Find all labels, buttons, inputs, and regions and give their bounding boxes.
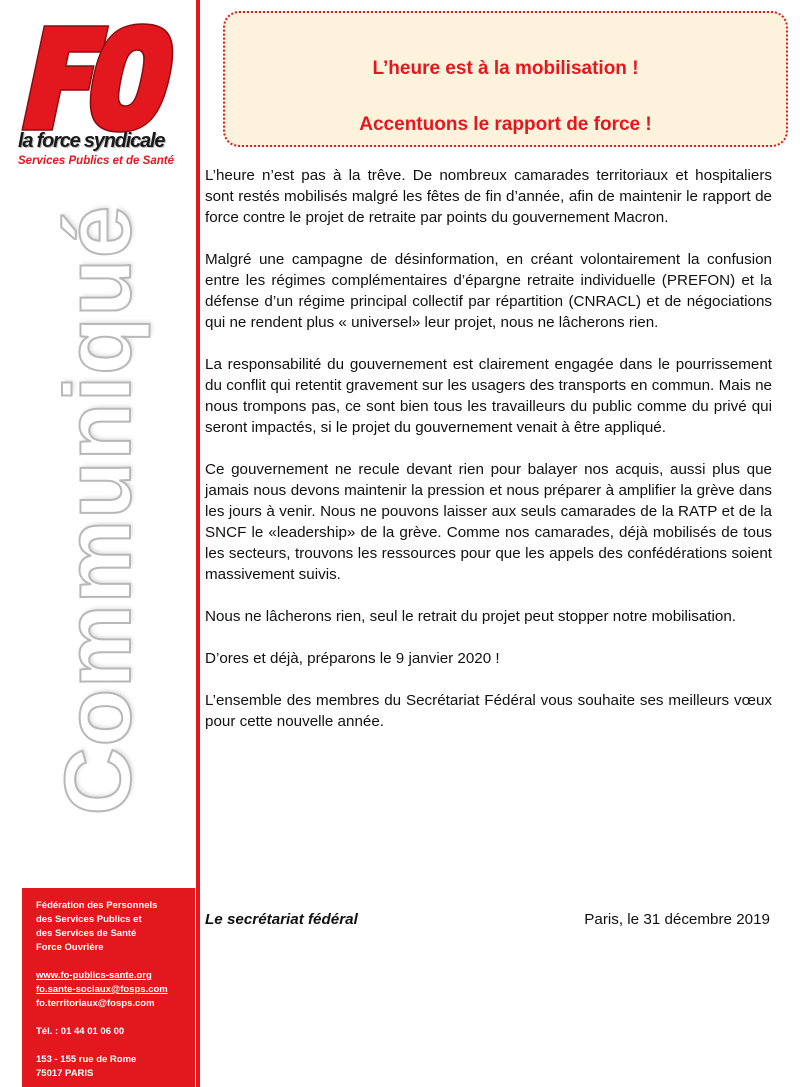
fo-logo [18, 18, 188, 188]
contact-box [22, 888, 195, 1087]
website-link[interactable]: www.fo-publics-sante.org [36, 970, 152, 981]
headline-2: Accentuons le rapport de force ! [359, 114, 652, 135]
paragraph: L’ensemble des membres du Secrétariat Fédéral vous souhaite ses meilleurs vœux pour cette nouvelle année. [205, 692, 772, 730]
paragraph: L’heure n’est pas à la trêve. De nombreux camarades territoriaux et hospitaliers sont restés mobilisés malgré les fêtes de fin d’année, afin de maintenir le rapport de force contre le projet de retraite par points du gouvernement Macron. [205, 167, 772, 226]
address-line: 75017 PARIS [36, 1068, 94, 1079]
org-line: des Services Publics et [36, 914, 142, 925]
paragraph: Nous ne lâcherons rien, seul le retrait du projet peut stopper notre mobilisation. [205, 608, 737, 625]
org-line: Force Ouvrière [36, 942, 104, 953]
paragraph: Malgré une campagne de désinformation, en créant volontairement la confusion entre les régimes complémentaires d’épargne retraite individuelle (PREFON) et la défense d’un régime principal collectif par répartition (CNRACL) et de négociations qui ne rendent plus « universel» leur projet, nous ne lâcherons rien. [205, 251, 772, 331]
body-text [205, 165, 772, 753]
headline-1: L’heure est à la mobilisation ! [372, 58, 639, 79]
paragraph: La responsabilité du gouvernement est clairement engagée dans le pourrissement du conflit qui retentit gravement sur les usagers des transports en commun. Mais ne nous trompons pas, ce sont bien tous les travailleurs du public comme du privé qui seront impactés, si le projet du gouvernement venait à être appliqué. [205, 356, 772, 436]
org-line: des Services de Santé [36, 928, 137, 939]
address-line: 153 - 155 rue de Rome [36, 1054, 137, 1065]
phone-number: Tél. : 01 44 01 06 00 [36, 1026, 125, 1037]
paragraph: D’ores et déjà, préparons le 9 janvier 2020 ! [205, 650, 500, 667]
signature-date: Paris, le 31 décembre 2019 [584, 911, 770, 928]
logo-subtitle: Services Publics et de Santé [18, 155, 174, 167]
vertical-title: Communiqué [45, 204, 150, 816]
sidebar [0, 0, 195, 1087]
org-line: Fédération des Personnels [36, 900, 158, 911]
email-link-sante[interactable]: fo.sante-sociaux@fosps.com [36, 984, 168, 995]
email-link-territoriaux[interactable]: fo.territoriaux@fosps.com [36, 998, 155, 1009]
headline-box [223, 11, 788, 147]
signature-author: Le secrétariat fédéral [205, 911, 358, 928]
paragraph: Ce gouvernement ne recule devant rien pour balayer nos acquis, aussi plus que jamais nous devons maintenir la pression et nous préparer à amplifier la grève dans les jours à venir. Nous ne pouvons laisser aux seuls camarades de la RATP et de la SNCF le «leadership» de la grève. Comme nos camarades, déjà mobilisés de tous les secteurs, trouvons les ressources pour que les appels des confédérations soient massivement suivis. [205, 461, 772, 583]
divider-line [196, 0, 200, 1087]
fo-logo-letters [18, 18, 188, 138]
logo-tagline: la force syndicale [18, 130, 165, 152]
